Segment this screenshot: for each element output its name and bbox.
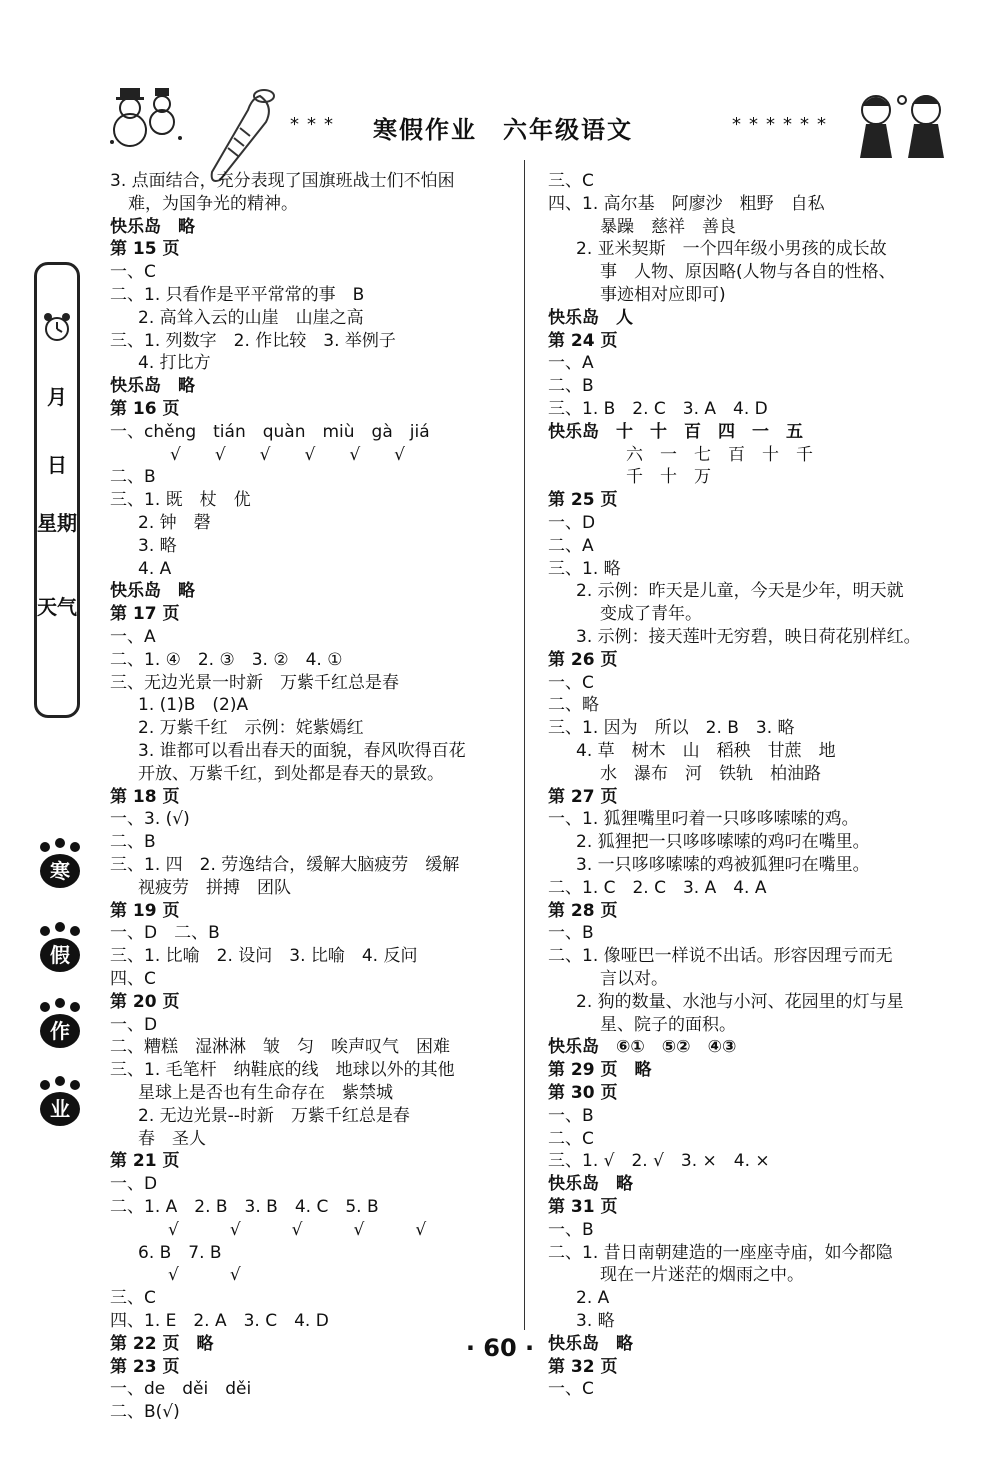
answer-line: 二、糟糕 湿淋淋 皱 匀 唉声叹气 困难 — [110, 1037, 450, 1058]
answer-line: 一、D 二、B — [110, 923, 220, 944]
answer-line: 第 17 页 — [110, 604, 180, 625]
answer-line: 第 16 页 — [110, 399, 180, 419]
answer-line: 3. 示例：接天莲叶无穷碧，映日荷花别样红。 — [576, 627, 921, 647]
answer-line: 4. 草 树木 山 稻秧 甘蔗 地 — [576, 741, 836, 761]
answer-line: 三、1. 略 — [548, 558, 621, 579]
answer-line: 三、1. 列数字 2. 作比较 3. 举例子 — [110, 330, 396, 351]
answer-line: 第 25 页 — [548, 490, 618, 511]
answer-line: 四、1. E 2. A 3. C 4. D — [110, 1311, 329, 1331]
answer-line: 快乐岛 略 — [110, 581, 195, 602]
answer-line: 视疲劳 拼搏 团队 — [138, 877, 291, 898]
label-month: 月 — [47, 385, 67, 409]
answer-line: 4. 打比方 — [138, 353, 211, 374]
answer-line: 第 22 页 略 — [110, 1333, 214, 1354]
answer-line: 2. A — [576, 1288, 610, 1309]
header-stars-left: *** — [290, 114, 341, 135]
answer-line: √ √ √ √ √ — [168, 1219, 427, 1240]
answer-line: 第 26 页 — [548, 649, 618, 670]
answer-line: 现在一片迷茫的烟雨之中。 — [600, 1265, 804, 1286]
answer-line: 3. 点面结合，充分表现了国旗班战士们不怕困 — [110, 171, 455, 191]
answer-line: 快乐岛 ⑥① ⑤② ④③ — [548, 1037, 737, 1058]
answer-line: √ √ — [168, 1265, 241, 1286]
answer-line: 一、C — [548, 1379, 594, 1400]
column-divider — [524, 160, 525, 1330]
answer-line: 第 27 页 — [548, 786, 618, 807]
answer-line: 三、1. 比喻 2. 设问 3. 比喻 4. 反问 — [110, 946, 418, 967]
answer-line: 三、1. 既 杖 优 — [110, 490, 251, 511]
answer-line: 二、C — [548, 1128, 594, 1149]
answer-line: 第 31 页 — [548, 1197, 618, 1217]
answer-line: 千 十 万 — [626, 467, 711, 488]
children-decoration-icon — [848, 88, 958, 168]
label-weekday: 星期 — [37, 511, 77, 535]
answer-line: 一、D — [110, 1014, 158, 1035]
answer-line: 暴躁 慈祥 善良 — [600, 216, 736, 237]
answer-line: 星球上是否也有生命存在 紫禁城 — [138, 1083, 393, 1103]
header-stars-right: ****** — [732, 114, 834, 135]
answer-line: 第 30 页 — [548, 1083, 618, 1103]
answer-line: 第 28 页 — [548, 900, 618, 921]
answer-line: 一、1. 狐狸嘴里叼着一只哆哆嗦嗦的鸡。 — [548, 809, 859, 830]
answer-line: 2. 高耸入云的山崖 山崖之高 — [138, 307, 364, 328]
answer-line: 三、1. B 2. C 3. A 4. D — [548, 399, 768, 419]
answer-line: 3. 一只哆哆嗦嗦的鸡被狐狸叼在嘴里。 — [576, 855, 870, 875]
answer-line: 第 20 页 — [110, 991, 180, 1012]
answer-line: 二、1. A 2. B 3. B 4. C 5. B — [110, 1197, 379, 1217]
paw-badge-ye: 业 — [36, 1080, 84, 1128]
answer-line: 第 18 页 — [110, 786, 180, 807]
answer-line: 2. 狗的数量、水池与小河、花园里的灯与星 — [576, 991, 904, 1012]
answer-line: 4. A — [138, 558, 172, 579]
answer-line: 三、C — [548, 171, 594, 191]
answer-line: 三、1. 因为 所以 2. B 3. 略 — [548, 718, 795, 739]
answer-line: 2. 示例：昨天是儿童，今天是少年，明天就 — [576, 581, 904, 602]
answer-line: 二、A — [548, 535, 594, 556]
answer-line: 二、略 — [548, 695, 599, 716]
answer-line: 水 瀑布 河 铁轨 柏油路 — [600, 763, 821, 784]
answer-line: 一、B — [548, 1105, 594, 1126]
answer-line: 一、3. (√) — [110, 809, 190, 830]
label-weather: 天气 — [37, 595, 77, 619]
answer-line: 事迹相对应即可) — [600, 285, 726, 305]
answer-line: 三、1. √ 2. √ 3. × 4. × — [548, 1151, 770, 1172]
answer-line: 1. (1)B (2)A — [138, 695, 249, 716]
header-title: 寒假作业 六年级语文 — [373, 116, 633, 144]
answer-line: 一、A — [548, 353, 594, 374]
answer-line: 3. 略 — [138, 535, 177, 556]
answer-line: 三、1. 四 2. 劳逸结合，缓解大脑疲劳 缓解 — [110, 855, 460, 875]
answer-line: 2. 无边光景--时新 万紫千红总是春 — [138, 1105, 410, 1126]
answer-line: 快乐岛 略 — [110, 376, 195, 397]
answer-line: 第 23 页 — [110, 1356, 180, 1377]
answer-line: 第 24 页 — [548, 330, 618, 351]
answer-line: 快乐岛 略 — [548, 1333, 633, 1354]
paw-badge-zuo: 作 — [36, 1002, 84, 1050]
answer-line: 2. 狐狸把一只哆哆嗦嗦的鸡叼在嘴里。 — [576, 832, 870, 853]
page-header — [0, 96, 1000, 156]
paw-badge-jia: 假 — [36, 926, 84, 974]
answer-line: 一、B — [548, 923, 594, 944]
label-day: 日 — [47, 453, 67, 477]
answer-line: 2. 万紫千红 示例：姹紫嫣红 — [138, 718, 364, 739]
answer-line: 第 15 页 — [110, 239, 180, 260]
answer-line: 二、1. C 2. C 3. A 4. A — [548, 877, 767, 898]
answer-line: 开放、万紫千红，到处都是春天的景致。 — [138, 763, 444, 784]
answer-line: 四、C — [110, 969, 156, 989]
answer-line: 快乐岛 人 — [548, 307, 633, 328]
answer-line: √ √ √ √ √ √ — [170, 444, 405, 465]
answer-line: 二、B — [110, 832, 156, 853]
answer-line: 3. 略 — [576, 1311, 615, 1331]
answer-line: 一、C — [110, 262, 156, 283]
answer-line: 一、C — [548, 672, 594, 693]
alarm-clock-icon — [41, 311, 73, 343]
date-weather-box — [34, 262, 80, 718]
answer-line: 2. 亚米契斯 一个四年级小男孩的成长故 — [576, 239, 887, 260]
answer-line: 春 圣人 — [138, 1128, 206, 1149]
answer-line: 一、chěng tián quàn miù gà jiá — [110, 421, 430, 442]
answer-line: 变成了青年。 — [600, 604, 702, 625]
answer-line: 2. 钟 磬 — [138, 513, 211, 533]
answer-line: 二、1. 像哑巴一样说不出话。形容因理亏而无 — [548, 946, 893, 967]
answer-line: 一、D — [548, 513, 596, 533]
answer-line: 三、1. 毛笔杆 纳鞋底的线 地球以外的其他 — [110, 1060, 455, 1081]
answer-line: 六 一 七 百 十 千 — [626, 444, 813, 465]
answer-line: 一、D — [110, 1174, 158, 1195]
answer-line: 二、B — [548, 376, 594, 397]
answer-line: 二、1. 只看作是平平常常的事 B — [110, 285, 365, 305]
answer-line: 第 29 页 略 — [548, 1060, 652, 1081]
answer-line: 第 19 页 — [110, 900, 180, 921]
answer-line: 快乐岛 十 十 百 四 一 五 — [548, 421, 803, 442]
answer-line: 星、院子的面积。 — [600, 1014, 736, 1035]
snowman-decoration-icon — [100, 82, 190, 154]
answer-line: 第 32 页 — [548, 1356, 618, 1377]
answer-line: 难，为国争光的精神。 — [128, 193, 298, 214]
answer-line: 6. B 7. B — [138, 1242, 222, 1263]
answer-line: 三、C — [110, 1288, 156, 1309]
paw-badge-han: 寒 — [36, 842, 84, 890]
answer-line: 一、de děi děi — [110, 1379, 252, 1400]
answer-line: 一、B — [548, 1219, 594, 1240]
answer-line: 二、B(√) — [110, 1402, 180, 1423]
answer-line: 三、无边光景一时新 万紫千红总是春 — [110, 672, 399, 693]
answer-line: 四、1. 高尔基 阿廖沙 粗野 自私 — [548, 193, 825, 214]
answer-line: 第 21 页 — [110, 1151, 180, 1172]
answer-line: 二、B — [110, 467, 156, 488]
page-number: · 60 · — [465, 1334, 535, 1362]
answer-line: 快乐岛 略 — [110, 216, 195, 237]
answer-line: 二、1. ④ 2. ③ 3. ② 4. ① — [110, 649, 343, 670]
answer-line: 言以对。 — [600, 969, 668, 989]
answer-line: 事 人物、原因略(人物与各自的性格、 — [600, 262, 896, 283]
answer-line: 一、A — [110, 627, 156, 647]
answer-line: 快乐岛 略 — [548, 1174, 633, 1195]
answer-line: 3. 谁都可以看出春天的面貌，春风吹得百花 — [138, 741, 466, 761]
answer-line: 二、1. 昔日南朝建造的一座座寺庙，如今都隐 — [548, 1242, 893, 1263]
